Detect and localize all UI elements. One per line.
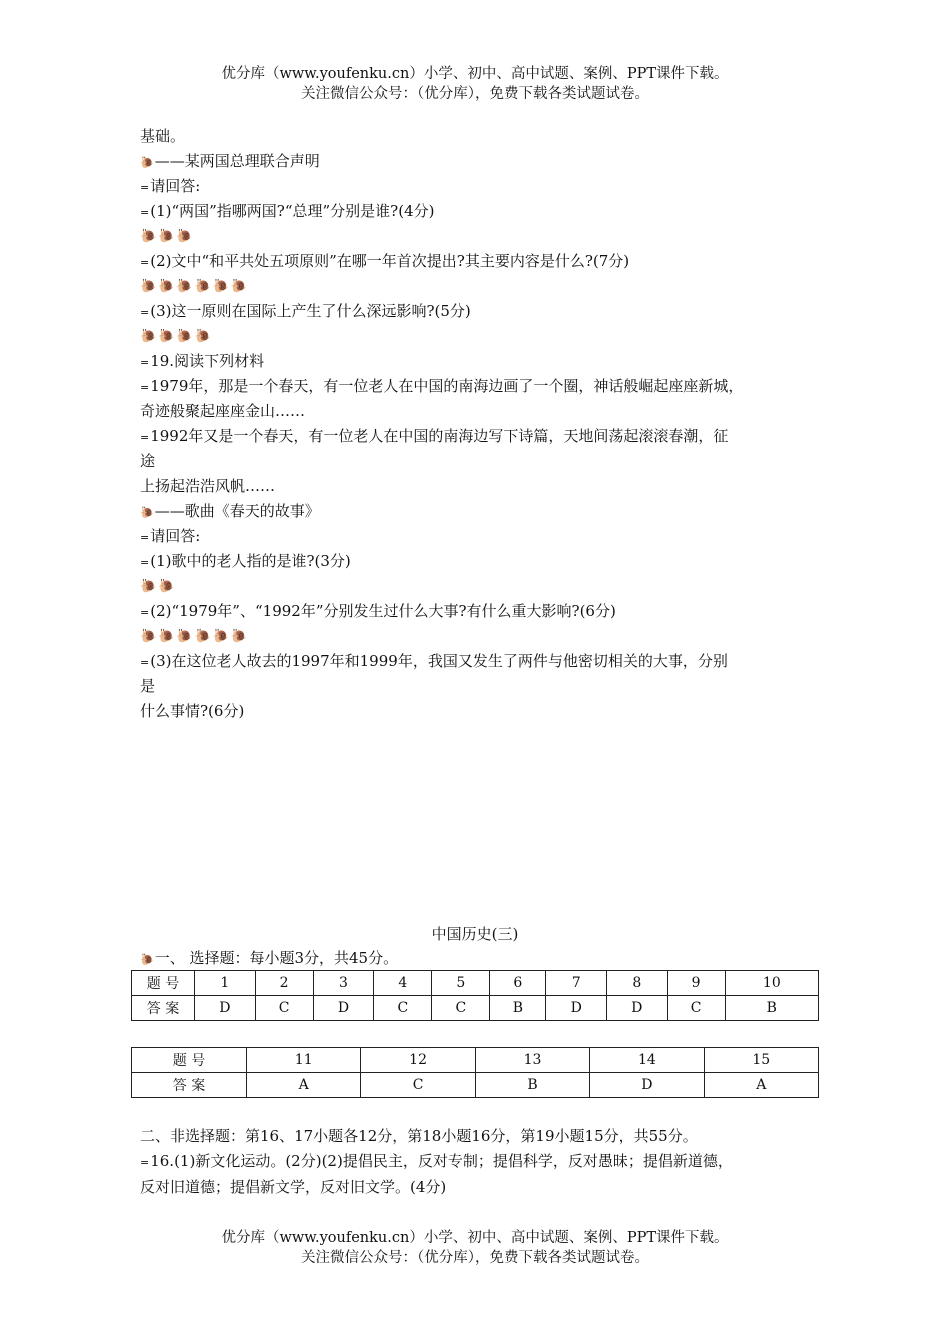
q19-question-3a: = (3)在这位老人故去的1997年和1999年，我国又发生了两件与他密切相关的大事，分别 bbox=[140, 652, 728, 670]
table-cell: 6 bbox=[490, 971, 546, 996]
wingding-icon: 🐌 bbox=[140, 156, 153, 169]
q19-paragraph-1b: 奇迹般聚起座座金山…… bbox=[140, 402, 306, 420]
equals-icon: = bbox=[140, 181, 149, 194]
q19-prompt: = 请回答: bbox=[140, 527, 201, 545]
part2-section bbox=[140, 1124, 820, 1200]
table-cell: 2 bbox=[255, 971, 313, 996]
equals-icon: = bbox=[140, 656, 149, 669]
wingding-icon: 🐌 bbox=[140, 953, 153, 966]
table-cell: B bbox=[490, 996, 546, 1021]
q19-question-1: = (1)歌中的老人指的是谁?(3分) bbox=[140, 552, 351, 570]
table-cell: 12 bbox=[361, 1048, 475, 1073]
table-cell: 4 bbox=[374, 971, 432, 996]
table-cell: 11 bbox=[247, 1048, 361, 1073]
q19-paragraph-1a: = 1979年，那是一个春天，有一位老人在中国的南海边画了一个圈，神话般崛起座座新城， bbox=[140, 377, 744, 395]
equals-icon: = bbox=[140, 256, 149, 269]
questions-section bbox=[140, 124, 820, 724]
table-cell: 3 bbox=[313, 971, 374, 996]
answer-section-title: 中国历史(三) bbox=[431, 925, 519, 943]
mc-heading: 🐌 一、 选择题：每小题3分，共45分。 bbox=[140, 949, 399, 967]
wingding-row-icon: 🐌🐌 bbox=[140, 579, 177, 594]
table-cell: D bbox=[313, 996, 374, 1021]
q18-source: 🐌 ——某两国总理联合声明 bbox=[140, 152, 320, 170]
table-cell: C bbox=[667, 996, 725, 1021]
table-row bbox=[132, 1073, 819, 1098]
q19-question-2: = (2)“1979年”、“1992年”分别发生过什么大事?有什么重大影响?(6分) bbox=[140, 602, 616, 620]
equals-icon: = bbox=[140, 381, 149, 394]
answer-16-line-2: 反对旧道德；提倡新文学，反对旧文学。(4分) bbox=[140, 1178, 447, 1196]
table-cell: C bbox=[374, 996, 432, 1021]
q18-question-1: = (1)“两国”指哪两国?“总理”分别是谁?(4分) bbox=[140, 202, 435, 220]
table-cell: C bbox=[432, 996, 490, 1021]
table-cell: D bbox=[195, 996, 256, 1021]
page-header bbox=[0, 64, 950, 104]
q18-question-2: = (2)文中“和平共处五项原则”在哪一年首次提出?其主要内容是什么?(7分) bbox=[140, 252, 630, 270]
table-cell: D bbox=[546, 996, 607, 1021]
table-cell: C bbox=[361, 1073, 475, 1098]
equals-icon: = bbox=[140, 1156, 149, 1169]
wingding-row-icon: 🐌🐌🐌🐌 bbox=[140, 329, 213, 344]
equals-icon: = bbox=[140, 556, 149, 569]
answer-16-line-1: = 16.(1)新文化运动。(2分)(2)提倡民主，反对专制；提倡科学，反对愚昧；提倡新道德， bbox=[140, 1152, 733, 1170]
equals-icon: = bbox=[140, 306, 149, 319]
table-cell: D bbox=[606, 996, 667, 1021]
row-label: 答 案 bbox=[132, 996, 195, 1021]
q19-question-3c: 什么事情?(6分) bbox=[140, 702, 245, 720]
table-row bbox=[132, 996, 819, 1021]
table-cell: 5 bbox=[432, 971, 490, 996]
table-row bbox=[132, 1048, 819, 1073]
equals-icon: = bbox=[140, 606, 149, 619]
table-cell: 9 bbox=[667, 971, 725, 996]
wingding-row-icon: 🐌🐌🐌 bbox=[140, 229, 195, 244]
header-line-2: 关注微信公众号：（优分库），免费下载各类试题试卷。 bbox=[301, 86, 649, 102]
table-row bbox=[132, 971, 819, 996]
row-label: 题 号 bbox=[132, 1048, 247, 1073]
table-cell: A bbox=[247, 1073, 361, 1098]
equals-icon: = bbox=[140, 531, 149, 544]
table-cell: 14 bbox=[590, 1048, 704, 1073]
part2-heading: 二、非选择题：第16、17小题各12分，第18小题16分，第19小题15分，共55分。 bbox=[140, 1127, 698, 1145]
q18-prompt: = 请回答: bbox=[140, 177, 201, 195]
q19-paragraph-2b: 途 bbox=[140, 452, 156, 470]
table-cell: D bbox=[590, 1073, 704, 1098]
q19-paragraph-2a: = 1992年又是一个春天，有一位老人在中国的南海边写下诗篇，天地间荡起滚滚春潮，征 bbox=[140, 427, 729, 445]
q19-paragraph-2c: 上扬起浩浩风帆…… bbox=[140, 477, 276, 495]
footer-line-2: 关注微信公众号：（优分库），免费下载各类试题试卷。 bbox=[301, 1250, 649, 1266]
table-cell: 10 bbox=[725, 971, 818, 996]
footer-line-1: 优分库（www.youfenku.cn）小学、初中、高中试题、案例、PPT课件下载。 bbox=[221, 1230, 729, 1246]
q19-title: = 19.阅读下列材料 bbox=[140, 352, 265, 370]
q19-source: 🐌 ——歌曲《春天的故事》 bbox=[140, 502, 320, 520]
page-footer bbox=[0, 1228, 950, 1268]
table-cell: 8 bbox=[606, 971, 667, 996]
q18-text-end: 基础。 bbox=[140, 127, 186, 145]
row-label: 答 案 bbox=[132, 1073, 247, 1098]
wingding-row-icon: 🐌🐌🐌🐌🐌🐌 bbox=[140, 629, 250, 644]
wingding-icon: 🐌 bbox=[140, 506, 153, 519]
table-cell: 1 bbox=[195, 971, 256, 996]
table-cell: C bbox=[255, 996, 313, 1021]
equals-icon: = bbox=[140, 206, 149, 219]
table-cell: 7 bbox=[546, 971, 607, 996]
header-line-1: 优分库（www.youfenku.cn）小学、初中、高中试题、案例、PPT课件下载。 bbox=[221, 66, 729, 82]
answer-table-1 bbox=[131, 970, 819, 1021]
table-cell: 13 bbox=[475, 1048, 589, 1073]
table-cell: 15 bbox=[704, 1048, 818, 1073]
table-cell: A bbox=[704, 1073, 818, 1098]
answer-table-2 bbox=[131, 1047, 819, 1098]
equals-icon: = bbox=[140, 431, 149, 444]
q19-question-3b: 是 bbox=[140, 677, 156, 695]
equals-icon: = bbox=[140, 356, 149, 369]
row-label: 题 号 bbox=[132, 971, 195, 996]
q18-question-3: = (3)这一原则在国际上产生了什么深远影响?(5分) bbox=[140, 302, 471, 320]
table-cell: B bbox=[475, 1073, 589, 1098]
table-cell: B bbox=[725, 996, 818, 1021]
wingding-row-icon: 🐌🐌🐌🐌🐌🐌 bbox=[140, 279, 250, 294]
